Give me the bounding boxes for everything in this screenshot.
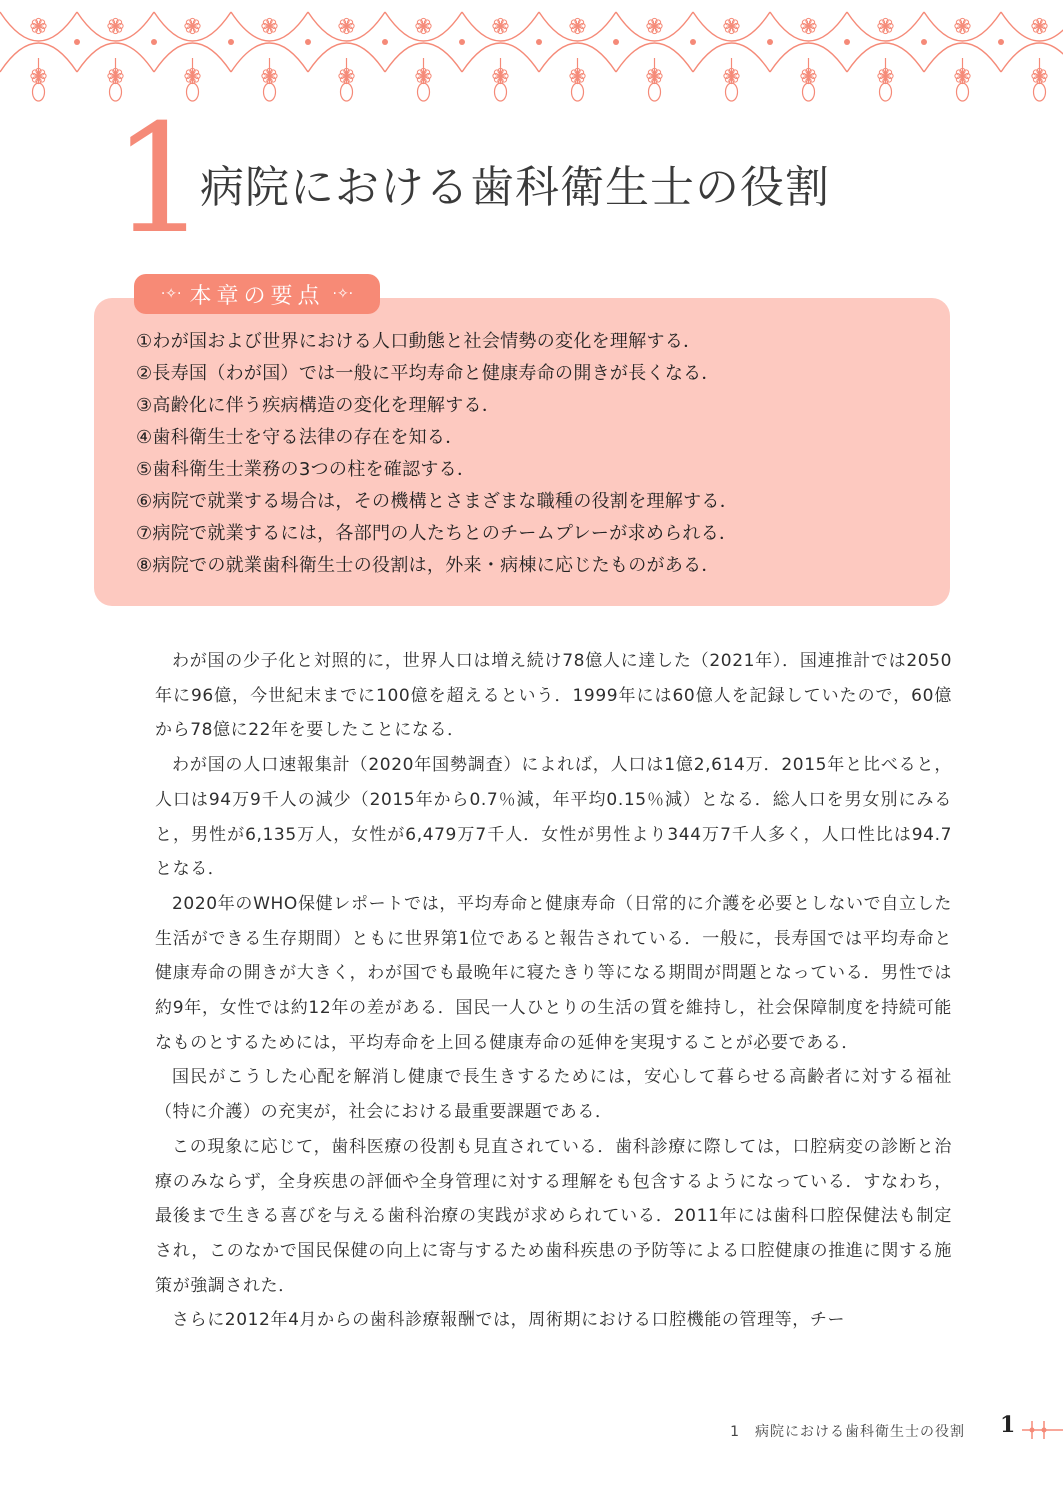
flower-icon xyxy=(339,18,354,33)
flower-icon xyxy=(570,18,585,33)
flower-icon xyxy=(416,18,431,33)
flower-icon xyxy=(955,18,970,33)
flower-icon xyxy=(724,18,739,33)
flower-icon xyxy=(878,18,893,33)
ornament-loop xyxy=(957,83,969,101)
flourish-right-icon: ·✧· xyxy=(332,286,354,302)
ornament-loop xyxy=(341,83,353,101)
summary-tag-label: 本章の要点 xyxy=(189,283,325,309)
body-paragraph: この現象に応じて，歯科医療の役割も見直されている．歯科診療に際しては，口腔病変の診断と治療のみならず，全身疾患の評価や全身管理に対する理解をも包含するようになっている．すなわち，最後まで生きる喜びを与える歯科治療の実践が求められている．2011年には歯科口腔保健法も制定され，このなかで国民保健の向上に寄与するため歯科疾患の予防等による口腔健康の推進に関する施策が強調された． xyxy=(155,1136,952,1296)
summary-item: ②長寿国（わが国）では一般に平均寿命と健康寿命の開きが長くなる． xyxy=(136,363,720,384)
body-text xyxy=(155,644,952,1338)
flower-icon xyxy=(108,18,123,33)
ornament-dot xyxy=(844,39,850,45)
ornament-loop xyxy=(880,83,892,101)
summary-item: ⑤歯科衛生士業務の3つの柱を確認する． xyxy=(136,459,476,480)
flower-icon xyxy=(801,18,816,33)
flower-icon xyxy=(185,18,200,33)
ornament-dot xyxy=(382,39,388,45)
ornament-waves xyxy=(0,12,1063,72)
summary-item: ④歯科衛生士を守る法律の存在を知る． xyxy=(136,427,464,448)
ornament-dot xyxy=(767,39,773,45)
flourish-left-icon: ·✧· xyxy=(160,286,182,302)
ornament-loop xyxy=(33,83,45,101)
body-paragraph: わが国の少子化と対照的に，世界人口は増え続け78億人に達した（2021年）．国連推計では2050年に96億，今世紀末までに100億を超えるという．1999年には60億人を記録していたので，60億から78億に22年を要したことになる． xyxy=(155,651,952,741)
body-paragraph: 2020年のWHO保健レポートでは，平均寿命と健康寿命（日常的に介護を必要としないで自立した生活ができる生存期間）ともに世界第1位であると報告されている．一般に，長寿国では平均寿命と健康寿命の開きが大きく，わが国でも最晩年に寝たきり等になる期間が問題となっている．男性では約9年，女性では約12年の差がある．国民一人ひとりの生活の質を維持し，社会保障制度を持続可能なものとするためには，平均寿命を上回る健康寿命の延伸を実現することが必要である． xyxy=(155,893,952,1053)
chapter-title: 病院における歯科衛生士の役割 xyxy=(200,162,830,213)
ornament-loop xyxy=(726,83,738,101)
summary-item: ⑦病院で就業するには，各部門の人たちとのチームプレーが求められる． xyxy=(136,523,738,544)
page-number: 1 xyxy=(1000,1412,1016,1438)
chapter-number: 1 xyxy=(112,93,208,267)
ornament-loop xyxy=(495,83,507,101)
flower-icon xyxy=(262,18,277,33)
body-paragraph: わが国の人口速報集計（2020年国勢調査）によれば，人口は1億2,614万．2015年と比べると，人口は94万9千人の減少（2015年から0.7％減，年平均0.15％減）となる．総人口を男女別にみると，男性が6,135万人，女性が6,479万7千人．女性が男性より344万7千人多く，人口性比は94.7となる． xyxy=(155,755,952,880)
flower-icon xyxy=(493,18,508,33)
ornament-dot xyxy=(613,39,619,45)
ornament-loop xyxy=(264,83,276,101)
ornament-dot xyxy=(151,39,157,45)
summary-item: ⑧病院での就業歯科衛生士の役割は，外来・病棟に応じたものがある． xyxy=(136,555,720,576)
summary-item: ①わが国および世界における人口動態と社会情勢の変化を理解する． xyxy=(136,331,702,352)
summary-item: ⑥病院で就業する場合は，その機構とさまざまな職種の役割を理解する． xyxy=(136,491,739,512)
ornament-dot xyxy=(998,39,1004,45)
body-paragraph: 国民がこうした心配を解消し健康で長生きするためには，安心して暮らせる高齢者に対する福祉（特に介護）の充実が，社会における最重要課題である． xyxy=(155,1067,952,1123)
ornament-loop xyxy=(803,83,815,101)
footer-flourish-icon xyxy=(1014,1418,1063,1442)
body-paragraph: さらに2012年4月からの歯科診療報酬では，周術期における口腔機能の管理等，チー xyxy=(172,1310,846,1331)
ornament-dot xyxy=(228,39,234,45)
running-title: 1 病院における歯科衛生士の役割 xyxy=(730,1424,965,1440)
ornament-loop xyxy=(418,83,430,101)
summary-tag xyxy=(134,274,380,314)
ornament-dot xyxy=(459,39,465,45)
flower-icon xyxy=(647,18,662,33)
summary-item: ③高齢化に伴う疾病構造の変化を理解する． xyxy=(136,395,501,416)
ornament-dot xyxy=(690,39,696,45)
summary-list xyxy=(136,326,936,582)
ornament-dot xyxy=(921,39,927,45)
ornament-dot xyxy=(536,39,542,45)
ornament-loop xyxy=(572,83,584,101)
flower-icon xyxy=(1032,18,1047,33)
ornament-loop xyxy=(649,83,661,101)
ornament-dot xyxy=(305,39,311,45)
ornament-dot xyxy=(74,39,80,45)
flower-icon xyxy=(31,18,46,33)
ornament-loop xyxy=(1034,83,1046,101)
